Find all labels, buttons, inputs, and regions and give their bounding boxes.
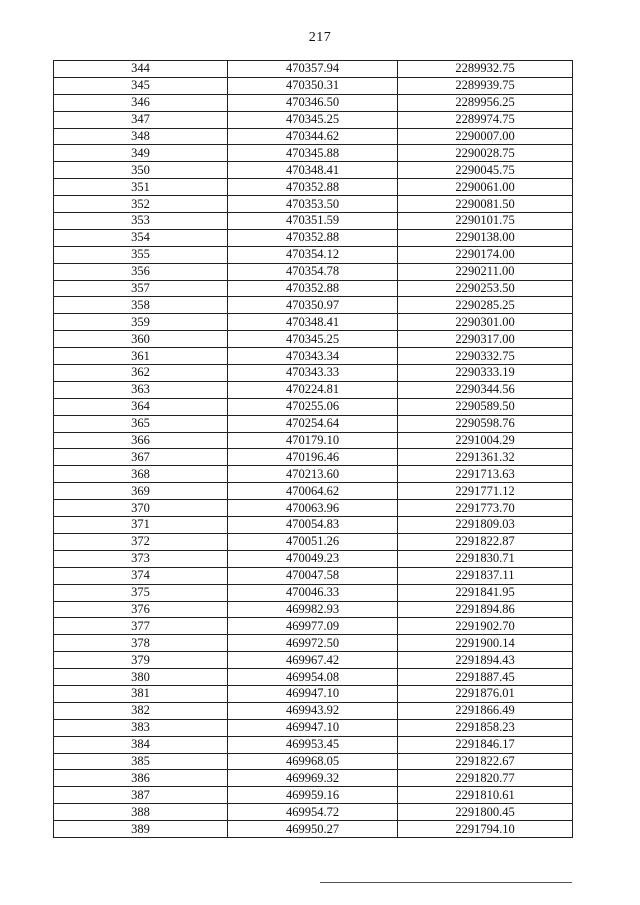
point-number-cell: 358 <box>54 297 228 314</box>
y-coordinate-cell: 2289939.75 <box>398 77 573 94</box>
x-coordinate-cell: 469977.09 <box>228 618 398 635</box>
y-coordinate-cell: 2289932.75 <box>398 61 573 78</box>
x-coordinate-cell: 469950.27 <box>228 821 398 838</box>
x-coordinate-cell: 470049.23 <box>228 550 398 567</box>
x-coordinate-cell: 469954.72 <box>228 804 398 821</box>
table-row <box>54 550 573 567</box>
x-coordinate-cell: 469953.45 <box>228 736 398 753</box>
y-coordinate-cell: 2291887.45 <box>398 669 573 686</box>
x-coordinate-cell: 469968.05 <box>228 753 398 770</box>
point-number-cell: 362 <box>54 365 228 382</box>
table-row <box>54 128 573 145</box>
table-row <box>54 111 573 128</box>
x-coordinate-cell: 470348.41 <box>228 314 398 331</box>
x-coordinate-cell: 470179.10 <box>228 432 398 449</box>
x-coordinate-cell: 469982.93 <box>228 601 398 618</box>
y-coordinate-cell: 2291900.14 <box>398 635 573 652</box>
y-coordinate-cell: 2290317.00 <box>398 331 573 348</box>
y-coordinate-cell: 2291894.86 <box>398 601 573 618</box>
point-number-cell: 388 <box>54 804 228 821</box>
x-coordinate-cell: 470254.64 <box>228 415 398 432</box>
point-number-cell: 347 <box>54 111 228 128</box>
x-coordinate-cell: 469954.08 <box>228 669 398 686</box>
point-number-cell: 351 <box>54 179 228 196</box>
point-number-cell: 379 <box>54 652 228 669</box>
x-coordinate-cell: 470345.88 <box>228 145 398 162</box>
table-row <box>54 398 573 415</box>
point-number-cell: 357 <box>54 280 228 297</box>
table-row <box>54 331 573 348</box>
point-number-cell: 369 <box>54 483 228 500</box>
y-coordinate-cell: 2290344.56 <box>398 381 573 398</box>
table-row <box>54 280 573 297</box>
y-coordinate-cell: 2291820.77 <box>398 770 573 787</box>
table-row <box>54 804 573 821</box>
point-number-cell: 356 <box>54 263 228 280</box>
table-row <box>54 61 573 78</box>
x-coordinate-cell: 469947.10 <box>228 719 398 736</box>
table-row <box>54 821 573 838</box>
x-coordinate-cell: 470054.83 <box>228 517 398 534</box>
table-row <box>54 145 573 162</box>
x-coordinate-cell: 470213.60 <box>228 466 398 483</box>
point-number-cell: 365 <box>54 415 228 432</box>
point-number-cell: 375 <box>54 584 228 601</box>
table-row <box>54 229 573 246</box>
point-number-cell: 344 <box>54 61 228 78</box>
x-coordinate-cell: 470346.50 <box>228 94 398 111</box>
y-coordinate-cell: 2290045.75 <box>398 162 573 179</box>
point-number-cell: 359 <box>54 314 228 331</box>
x-coordinate-cell: 470051.26 <box>228 533 398 550</box>
point-number-cell: 376 <box>54 601 228 618</box>
y-coordinate-cell: 2290332.75 <box>398 348 573 365</box>
y-coordinate-cell: 2291846.17 <box>398 736 573 753</box>
table-row <box>54 196 573 213</box>
table-row <box>54 246 573 263</box>
y-coordinate-cell: 2290589.50 <box>398 398 573 415</box>
table-row <box>54 669 573 686</box>
x-coordinate-cell: 469967.42 <box>228 652 398 669</box>
point-number-cell: 348 <box>54 128 228 145</box>
x-coordinate-cell: 469959.16 <box>228 787 398 804</box>
point-number-cell: 363 <box>54 381 228 398</box>
table-row <box>54 635 573 652</box>
x-coordinate-cell: 470196.46 <box>228 449 398 466</box>
page-number: 217 <box>308 30 332 45</box>
y-coordinate-cell: 2291830.71 <box>398 550 573 567</box>
y-coordinate-cell: 2290101.75 <box>398 213 573 230</box>
y-coordinate-cell: 2291004.29 <box>398 432 573 449</box>
y-coordinate-cell: 2290253.50 <box>398 280 573 297</box>
x-coordinate-cell: 470351.59 <box>228 213 398 230</box>
point-number-cell: 354 <box>54 229 228 246</box>
table-row <box>54 736 573 753</box>
point-number-cell: 372 <box>54 533 228 550</box>
y-coordinate-cell: 2289974.75 <box>398 111 573 128</box>
y-coordinate-cell: 2290301.00 <box>398 314 573 331</box>
table-row <box>54 567 573 584</box>
point-number-cell: 368 <box>54 466 228 483</box>
point-number-cell: 377 <box>54 618 228 635</box>
y-coordinate-cell: 2290061.00 <box>398 179 573 196</box>
footer-rule <box>320 882 572 883</box>
x-coordinate-cell: 470353.50 <box>228 196 398 213</box>
point-number-cell: 378 <box>54 635 228 652</box>
y-coordinate-cell: 2291866.49 <box>398 702 573 719</box>
x-coordinate-cell: 469947.10 <box>228 685 398 702</box>
x-coordinate-cell: 469969.32 <box>228 770 398 787</box>
table-row <box>54 94 573 111</box>
y-coordinate-cell: 2290285.25 <box>398 297 573 314</box>
table-row <box>54 365 573 382</box>
table-row <box>54 348 573 365</box>
x-coordinate-cell: 470063.96 <box>228 500 398 517</box>
table-row <box>54 517 573 534</box>
x-coordinate-cell: 470224.81 <box>228 381 398 398</box>
x-coordinate-cell: 470350.31 <box>228 77 398 94</box>
y-coordinate-cell: 2291876.01 <box>398 685 573 702</box>
point-number-cell: 374 <box>54 567 228 584</box>
table-row <box>54 533 573 550</box>
table-row <box>54 432 573 449</box>
table-row <box>54 584 573 601</box>
point-number-cell: 364 <box>54 398 228 415</box>
x-coordinate-cell: 470352.88 <box>228 179 398 196</box>
point-number-cell: 346 <box>54 94 228 111</box>
table-row <box>54 719 573 736</box>
x-coordinate-cell: 470344.62 <box>228 128 398 145</box>
x-coordinate-cell: 470064.62 <box>228 483 398 500</box>
x-coordinate-cell: 470348.41 <box>228 162 398 179</box>
table-row <box>54 618 573 635</box>
point-number-cell: 384 <box>54 736 228 753</box>
y-coordinate-cell: 2290081.50 <box>398 196 573 213</box>
y-coordinate-cell: 2291822.87 <box>398 533 573 550</box>
x-coordinate-cell: 470047.58 <box>228 567 398 584</box>
y-coordinate-cell: 2290138.00 <box>398 229 573 246</box>
x-coordinate-cell: 469972.50 <box>228 635 398 652</box>
table-row <box>54 601 573 618</box>
y-coordinate-cell: 2290028.75 <box>398 145 573 162</box>
table-row <box>54 483 573 500</box>
point-number-cell: 380 <box>54 669 228 686</box>
table-row <box>54 263 573 280</box>
point-number-cell: 345 <box>54 77 228 94</box>
point-number-cell: 389 <box>54 821 228 838</box>
y-coordinate-cell: 2291902.70 <box>398 618 573 635</box>
point-number-cell: 366 <box>54 432 228 449</box>
x-coordinate-cell: 470350.97 <box>228 297 398 314</box>
point-number-cell: 361 <box>54 348 228 365</box>
y-coordinate-cell: 2291894.43 <box>398 652 573 669</box>
table-row <box>54 770 573 787</box>
x-coordinate-cell: 470354.12 <box>228 246 398 263</box>
point-number-cell: 370 <box>54 500 228 517</box>
x-coordinate-cell: 470046.33 <box>228 584 398 601</box>
table-row <box>54 179 573 196</box>
y-coordinate-cell: 2291713.63 <box>398 466 573 483</box>
y-coordinate-cell: 2291858.23 <box>398 719 573 736</box>
x-coordinate-cell: 470354.78 <box>228 263 398 280</box>
y-coordinate-cell: 2290211.00 <box>398 263 573 280</box>
x-coordinate-cell: 470345.25 <box>228 111 398 128</box>
table-row <box>54 297 573 314</box>
table-row <box>54 702 573 719</box>
y-coordinate-cell: 2291841.95 <box>398 584 573 601</box>
point-number-cell: 383 <box>54 719 228 736</box>
point-number-cell: 371 <box>54 517 228 534</box>
point-number-cell: 350 <box>54 162 228 179</box>
point-number-cell: 382 <box>54 702 228 719</box>
x-coordinate-cell: 470357.94 <box>228 61 398 78</box>
x-coordinate-cell: 470352.88 <box>228 280 398 297</box>
y-coordinate-cell: 2291837.11 <box>398 567 573 584</box>
x-coordinate-cell: 470352.88 <box>228 229 398 246</box>
point-number-cell: 385 <box>54 753 228 770</box>
table-row <box>54 466 573 483</box>
point-number-cell: 387 <box>54 787 228 804</box>
x-coordinate-cell: 470343.34 <box>228 348 398 365</box>
point-number-cell: 353 <box>54 213 228 230</box>
y-coordinate-cell: 2291771.12 <box>398 483 573 500</box>
x-coordinate-cell: 470343.33 <box>228 365 398 382</box>
table-row <box>54 449 573 466</box>
y-coordinate-cell: 2291822.67 <box>398 753 573 770</box>
table-row <box>54 787 573 804</box>
y-coordinate-cell: 2290333.19 <box>398 365 573 382</box>
coordinates-table <box>53 60 573 838</box>
table-row <box>54 314 573 331</box>
y-coordinate-cell: 2291794.10 <box>398 821 573 838</box>
x-coordinate-cell: 469943.92 <box>228 702 398 719</box>
point-number-cell: 349 <box>54 145 228 162</box>
table-row <box>54 415 573 432</box>
y-coordinate-cell: 2289956.25 <box>398 94 573 111</box>
table-row <box>54 652 573 669</box>
x-coordinate-cell: 470255.06 <box>228 398 398 415</box>
y-coordinate-cell: 2291773.70 <box>398 500 573 517</box>
table-row <box>54 685 573 702</box>
point-number-cell: 352 <box>54 196 228 213</box>
y-coordinate-cell: 2291810.61 <box>398 787 573 804</box>
table-row <box>54 381 573 398</box>
table-row <box>54 500 573 517</box>
y-coordinate-cell: 2290174.00 <box>398 246 573 263</box>
coordinates-table-body <box>54 61 573 838</box>
point-number-cell: 355 <box>54 246 228 263</box>
y-coordinate-cell: 2290007.00 <box>398 128 573 145</box>
y-coordinate-cell: 2291361.32 <box>398 449 573 466</box>
point-number-cell: 360 <box>54 331 228 348</box>
point-number-cell: 386 <box>54 770 228 787</box>
y-coordinate-cell: 2291809.03 <box>398 517 573 534</box>
point-number-cell: 367 <box>54 449 228 466</box>
x-coordinate-cell: 470345.25 <box>228 331 398 348</box>
y-coordinate-cell: 2291800.45 <box>398 804 573 821</box>
point-number-cell: 381 <box>54 685 228 702</box>
table-row <box>54 162 573 179</box>
point-number-cell: 373 <box>54 550 228 567</box>
table-row <box>54 753 573 770</box>
y-coordinate-cell: 2290598.76 <box>398 415 573 432</box>
table-row <box>54 77 573 94</box>
table-row <box>54 213 573 230</box>
